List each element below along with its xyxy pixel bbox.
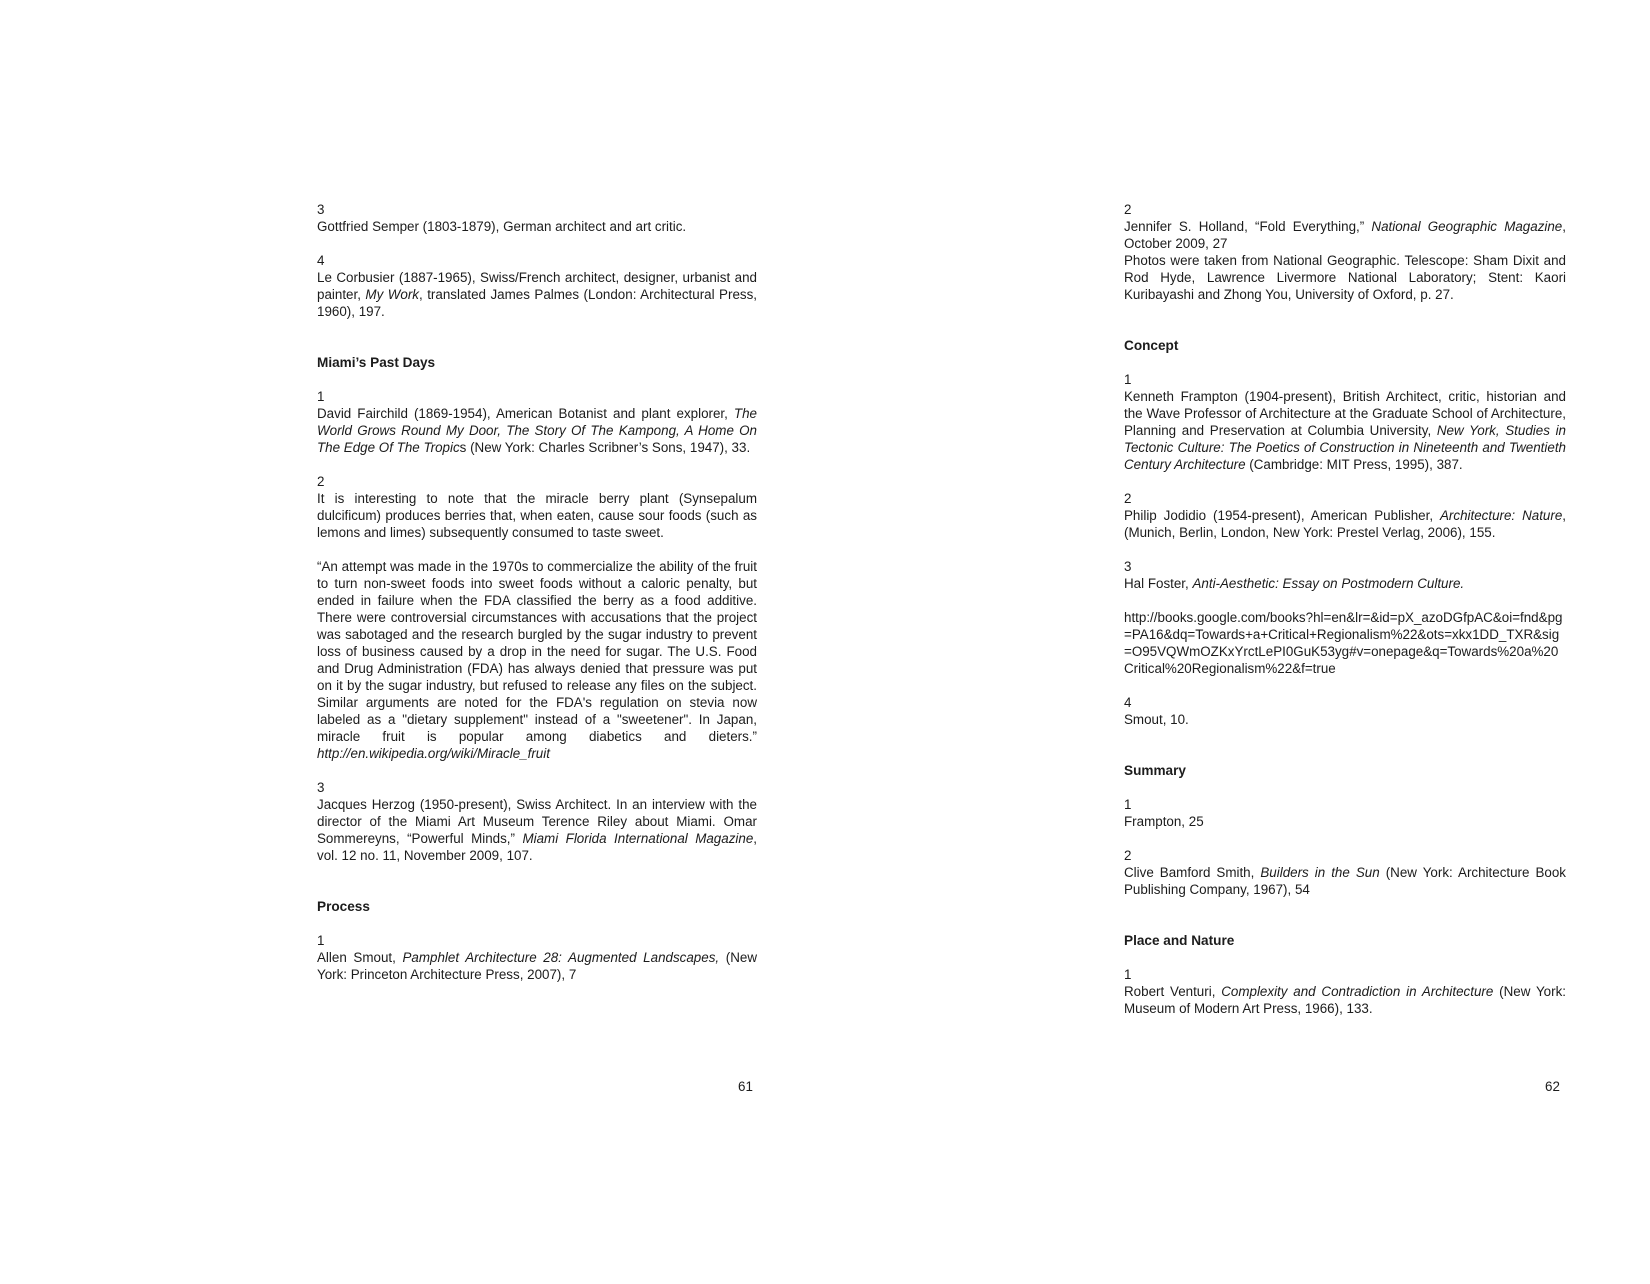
section-heading-concept: Concept bbox=[1124, 338, 1179, 353]
footnote-number: 2 bbox=[1124, 491, 1132, 506]
quote-paragraph bbox=[317, 558, 757, 762]
footnote-number: 2 bbox=[1124, 848, 1132, 863]
footnote-text: It is interesting to note that the miracle berry plant (Synsepalum dulcificum) produces berries that, when eaten, cause sour foods (such as lemons and limes) subsequently consumed to taste sweet. bbox=[317, 491, 757, 540]
footnote-text: Jennifer S. Holland, “Fold Everything,” National Geographic Magazine, October 2009, 27 bbox=[1124, 219, 1566, 251]
footnote bbox=[1124, 558, 1566, 592]
section-heading-summary: Summary bbox=[1124, 763, 1186, 778]
footnote-text: Robert Venturi, Complexity and Contradiction in Architecture (New York: Museum of Modern Art Press, 1966), 133. bbox=[1124, 984, 1566, 1016]
footnote-number: 3 bbox=[1124, 559, 1132, 574]
footnote-text: Le Corbusier (1887-1965), Swiss/French architect, designer, urbanist and painter, My Work, translated James Palmes (London: Architectural Press, 1960), 197. bbox=[317, 270, 758, 319]
quote-text: “An attempt was made in the 1970s to commercialize the ability of the fruit to turn non-sweet foods into sweet foods without a caloric penalty, but ended in failure when the FDA classified the berry as a food additive. There were controversial circumstances with accusations that the project was sabotaged and the research burgled by the sugar industry to prevent loss of business caused by a drop in the need for sugar. The U.S. Food and Drug Administration (FDA) has always denied that pressure was put on it by the sugar industry, but refused to release any files on the subject. Similar arguments are noted for the FDA's regulation on stevia now labeled as a "dietary supplement" instead of a "sweetener". In Japan, miracle fruit is popular among diabetics and dieters.” http://en.wikipedia.org/wiki/Miracle_fruit bbox=[317, 559, 757, 761]
section-heading-process: Process bbox=[317, 899, 370, 914]
footnote-number: 1 bbox=[1124, 372, 1132, 387]
footnote bbox=[1124, 490, 1566, 541]
footnote-number: 1 bbox=[1124, 797, 1132, 812]
footnote-text: Kenneth Frampton (1904-present), British Architect, critic, historian and the Wave Professor of Architecture at the Graduate School of Architecture, Planning and Preservation at Columbia University, New York, Studies in Tectonic Culture: The Poetics of Construction in Nineteenth and Twentieth Century Architecture (Cambridge: MIT Press, 1995), 387. bbox=[1124, 389, 1566, 472]
footnote-text: Gottfried Semper (1803-1879), German architect and art critic. bbox=[317, 219, 687, 234]
page-number-right: 62 bbox=[1545, 1079, 1560, 1094]
footnote bbox=[317, 201, 757, 235]
footnote bbox=[1124, 371, 1566, 473]
footnote-text-photo-credits: Photos were taken from National Geographic. Telescope: Sham Dixit and Rod Hyde, Lawrence Livermore National Laboratory; Stent: Kaori Kuribayashi and Zhong You, University of Oxford, p. 27. bbox=[1124, 253, 1566, 302]
footnote bbox=[1124, 796, 1566, 830]
page-number-left: 61 bbox=[738, 1079, 753, 1094]
footnote-number: 3 bbox=[317, 780, 325, 795]
footnote bbox=[317, 252, 757, 320]
left-page-notes bbox=[317, 201, 757, 1000]
footnote bbox=[317, 779, 757, 864]
footnote-text: Allen Smout, Pamphlet Architecture 28: Augmented Landscapes, (New York: Princeton Architecture Press, 2007), 7 bbox=[317, 950, 757, 982]
footnote-number: 4 bbox=[1124, 695, 1132, 710]
footnote bbox=[1124, 694, 1566, 728]
footnote bbox=[1124, 201, 1566, 303]
footnote-number: 1 bbox=[317, 389, 325, 404]
footnote-text: Jacques Herzog (1950-present), Swiss Architect. In an interview with the director of the Miami Art Museum Terence Riley about Miami. Omar Sommereyns, “Powerful Minds,” Miami Florida International Magazine, vol. 12 no. 11, November 2009, 107. bbox=[317, 797, 758, 863]
footnote bbox=[317, 473, 757, 541]
footnote-text: Philip Jodidio (1954-present), American Publisher, Architecture: Nature, (Munich, Berlin, London, New York: Prestel Verlag, 2006), 155. bbox=[1124, 508, 1566, 540]
footnote-text: Frampton, 25 bbox=[1124, 814, 1204, 829]
section-heading-miami-past-days: Miami’s Past Days bbox=[317, 355, 436, 370]
footnote-number: 2 bbox=[317, 474, 325, 489]
footnote-text: Clive Bamford Smith, Builders in the Sun (New York: Architecture Book Publishing Company, 1967), 54 bbox=[1124, 865, 1566, 897]
footnote bbox=[317, 388, 757, 456]
footnote-number: 3 bbox=[317, 202, 325, 217]
footnote-text: Hal Foster, Anti-Aesthetic: Essay on Postmodern Culture. bbox=[1124, 576, 1465, 591]
footnote bbox=[1124, 847, 1566, 898]
section-heading-place-and-nature: Place and Nature bbox=[1124, 933, 1235, 948]
right-page-notes bbox=[1124, 201, 1566, 1034]
footnote-number: 4 bbox=[317, 253, 325, 268]
footnote-number: 2 bbox=[1124, 202, 1132, 217]
footnote-text: David Fairchild (1869-1954), American Botanist and plant explorer, The World Grows Round My Door, The Story Of The Kampong, A Home On The Edge Of The Tropics (New York: Charles Scribner’s Sons, 1947), 33. bbox=[317, 406, 757, 455]
footnote-number: 1 bbox=[1124, 967, 1132, 982]
source-url: http://en.wikipedia.org/wiki/Miracle_fruit bbox=[317, 746, 550, 761]
footnote bbox=[317, 932, 757, 983]
url-note bbox=[1124, 609, 1566, 677]
footnote-number: 1 bbox=[317, 933, 325, 948]
footnote bbox=[1124, 966, 1566, 1017]
footnote-text: Smout, 10. bbox=[1124, 712, 1189, 727]
source-url: http://books.google.com/books?hl=en&lr=&id=pX_azoDGfpAC&oi=fnd&pg=PA16&dq=Towards+a+Critical+Regionalism%22&ots=xkx1DD_TXR&sig=O95VQWmOZKxYrctLePI0GuK53yg#v=onepage&q=Towards%20a%20Critical%20Regionalism%22&f=true bbox=[1124, 610, 1563, 676]
